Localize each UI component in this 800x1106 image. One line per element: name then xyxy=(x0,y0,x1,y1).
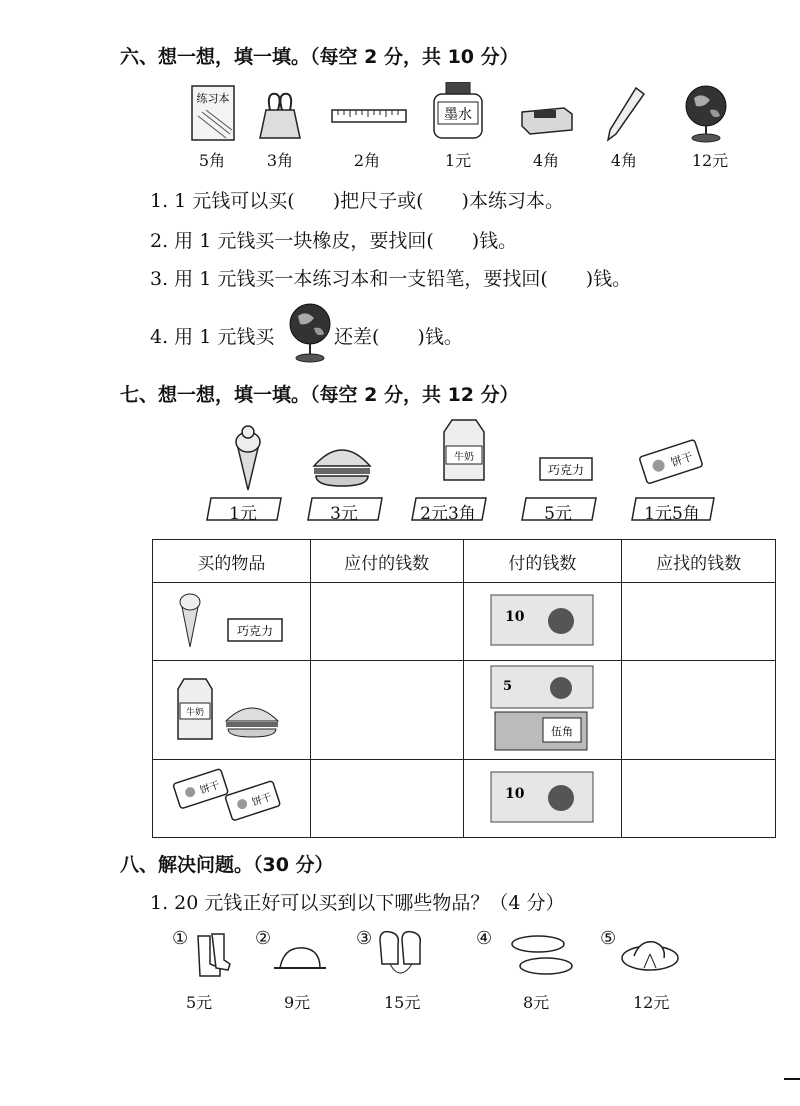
question-6-4-end: 还差( )钱。 xyxy=(334,326,463,348)
svg-text:牛奶: 牛奶 xyxy=(454,452,474,463)
item-number: ⑤ xyxy=(600,928,617,949)
header-change: 应找的钱数 xyxy=(622,540,776,583)
slippers-icon xyxy=(512,936,572,974)
row1-items xyxy=(153,583,311,661)
ten-yuan-note xyxy=(465,585,615,655)
price-sunhat: 12元 xyxy=(633,993,670,1012)
row2-change[interactable] xyxy=(622,661,776,760)
price-biscuit: 1元5角 xyxy=(644,504,700,524)
item-number: ③ xyxy=(356,928,373,949)
gloves-icon xyxy=(380,932,420,973)
price-socks: 5元 xyxy=(186,993,213,1012)
price-eraser: 4角 xyxy=(532,151,560,170)
pencil-icon xyxy=(608,88,644,140)
svg-text:练习本: 练习本 xyxy=(196,92,230,105)
row3-change[interactable] xyxy=(622,760,776,838)
question-6-2: 2. 用 1 元钱买一块橡皮，要找回( )钱。 xyxy=(150,230,518,252)
svg-text:5: 5 xyxy=(502,679,512,694)
row2-should-pay[interactable] xyxy=(310,661,463,760)
header-paid: 付的钱数 xyxy=(463,540,622,583)
svg-text:巧克力: 巧克力 xyxy=(547,463,585,477)
row3-items xyxy=(153,760,311,838)
svg-text:饼干: 饼干 xyxy=(198,779,222,797)
row1-should-pay[interactable] xyxy=(310,583,463,661)
milk-burger-icons xyxy=(154,663,304,753)
svg-text:10: 10 xyxy=(504,608,525,625)
section6-title: 六、想一想，填一填。（每空 2 分，共 10 分） xyxy=(120,46,519,68)
ice-cream-icon xyxy=(236,426,260,490)
question-6-3: 3. 用 1 元钱买一本练习本和一支铅笔，要找回( )钱。 xyxy=(150,268,632,290)
price-ice-cream: 1元 xyxy=(229,504,257,524)
sunhat-icon xyxy=(622,942,678,970)
price-burger: 3元 xyxy=(330,504,358,524)
svg-text:饼干: 饼干 xyxy=(669,450,695,470)
section6-icons xyxy=(180,82,750,144)
row3-should-pay[interactable] xyxy=(310,760,463,838)
price-ink: 1元 xyxy=(444,151,472,170)
svg-text:墨水: 墨水 xyxy=(444,107,472,123)
ten-yuan-note xyxy=(465,762,615,832)
question-6-1: 1. 1 元钱可以买( )把尺子或( )本练习本。 xyxy=(150,190,564,212)
globe-icon xyxy=(288,302,334,364)
ink-bottle-icon xyxy=(434,82,482,138)
price-slippers: 8元 xyxy=(523,993,550,1012)
row2-paid xyxy=(463,661,622,760)
header-should-pay: 应付的钱数 xyxy=(310,540,463,583)
biscuit-icon xyxy=(639,439,703,484)
eraser-icon xyxy=(522,108,572,134)
milk-icon xyxy=(444,420,484,480)
clip-icon xyxy=(260,94,300,138)
socks-icon xyxy=(198,934,230,976)
page-edge-mark xyxy=(784,1078,800,1080)
price-clip: 3角 xyxy=(266,151,294,170)
row1-change[interactable] xyxy=(622,583,776,661)
chocolate-icon xyxy=(540,458,592,480)
row3-paid xyxy=(463,760,622,838)
price-notebook: 5角 xyxy=(198,151,226,170)
item-number: ① xyxy=(172,928,189,949)
price-cap: 9元 xyxy=(284,993,311,1012)
header-items: 买的物品 xyxy=(153,540,311,583)
row2-items xyxy=(153,661,311,760)
question-6-4-start: 4. 用 1 元钱买 xyxy=(150,326,275,348)
svg-text:饼干: 饼干 xyxy=(250,791,274,809)
globe-icon xyxy=(686,86,726,142)
shopping-table xyxy=(152,539,776,838)
cap-icon xyxy=(274,948,326,968)
section8-items xyxy=(190,930,690,984)
row1-paid xyxy=(463,583,622,661)
svg-text:牛奶: 牛奶 xyxy=(185,708,205,718)
ruler-icon xyxy=(332,110,406,122)
five-yuan-and-wujiao-notes xyxy=(465,662,615,754)
ice-cream-chocolate-icons xyxy=(154,585,304,655)
question-8-1: 1. 20 元钱正好可以买到以下哪些物品？（4 分） xyxy=(150,892,565,914)
price-pencil: 4角 xyxy=(610,151,638,170)
section8-title: 八、解决问题。（30 分） xyxy=(120,854,334,876)
item-number: ② xyxy=(255,928,272,949)
price-ruler: 2角 xyxy=(353,151,381,170)
price-gloves: 15元 xyxy=(384,993,421,1012)
svg-text:巧克力: 巧克力 xyxy=(236,623,274,638)
price-globe: 12元 xyxy=(691,151,729,170)
section7-goods xyxy=(220,418,730,494)
notebook-icon xyxy=(192,86,234,140)
burger-icon xyxy=(314,450,370,486)
svg-text:10: 10 xyxy=(504,785,525,802)
svg-text:伍角: 伍角 xyxy=(550,725,573,738)
section7-title: 七、想一想，填一填。（每空 2 分，共 12 分） xyxy=(120,384,519,406)
item-number: ④ xyxy=(476,928,493,949)
price-chocolate: 5元 xyxy=(544,504,572,524)
two-biscuits-icons xyxy=(154,762,304,832)
price-milk: 2元3角 xyxy=(420,504,476,524)
